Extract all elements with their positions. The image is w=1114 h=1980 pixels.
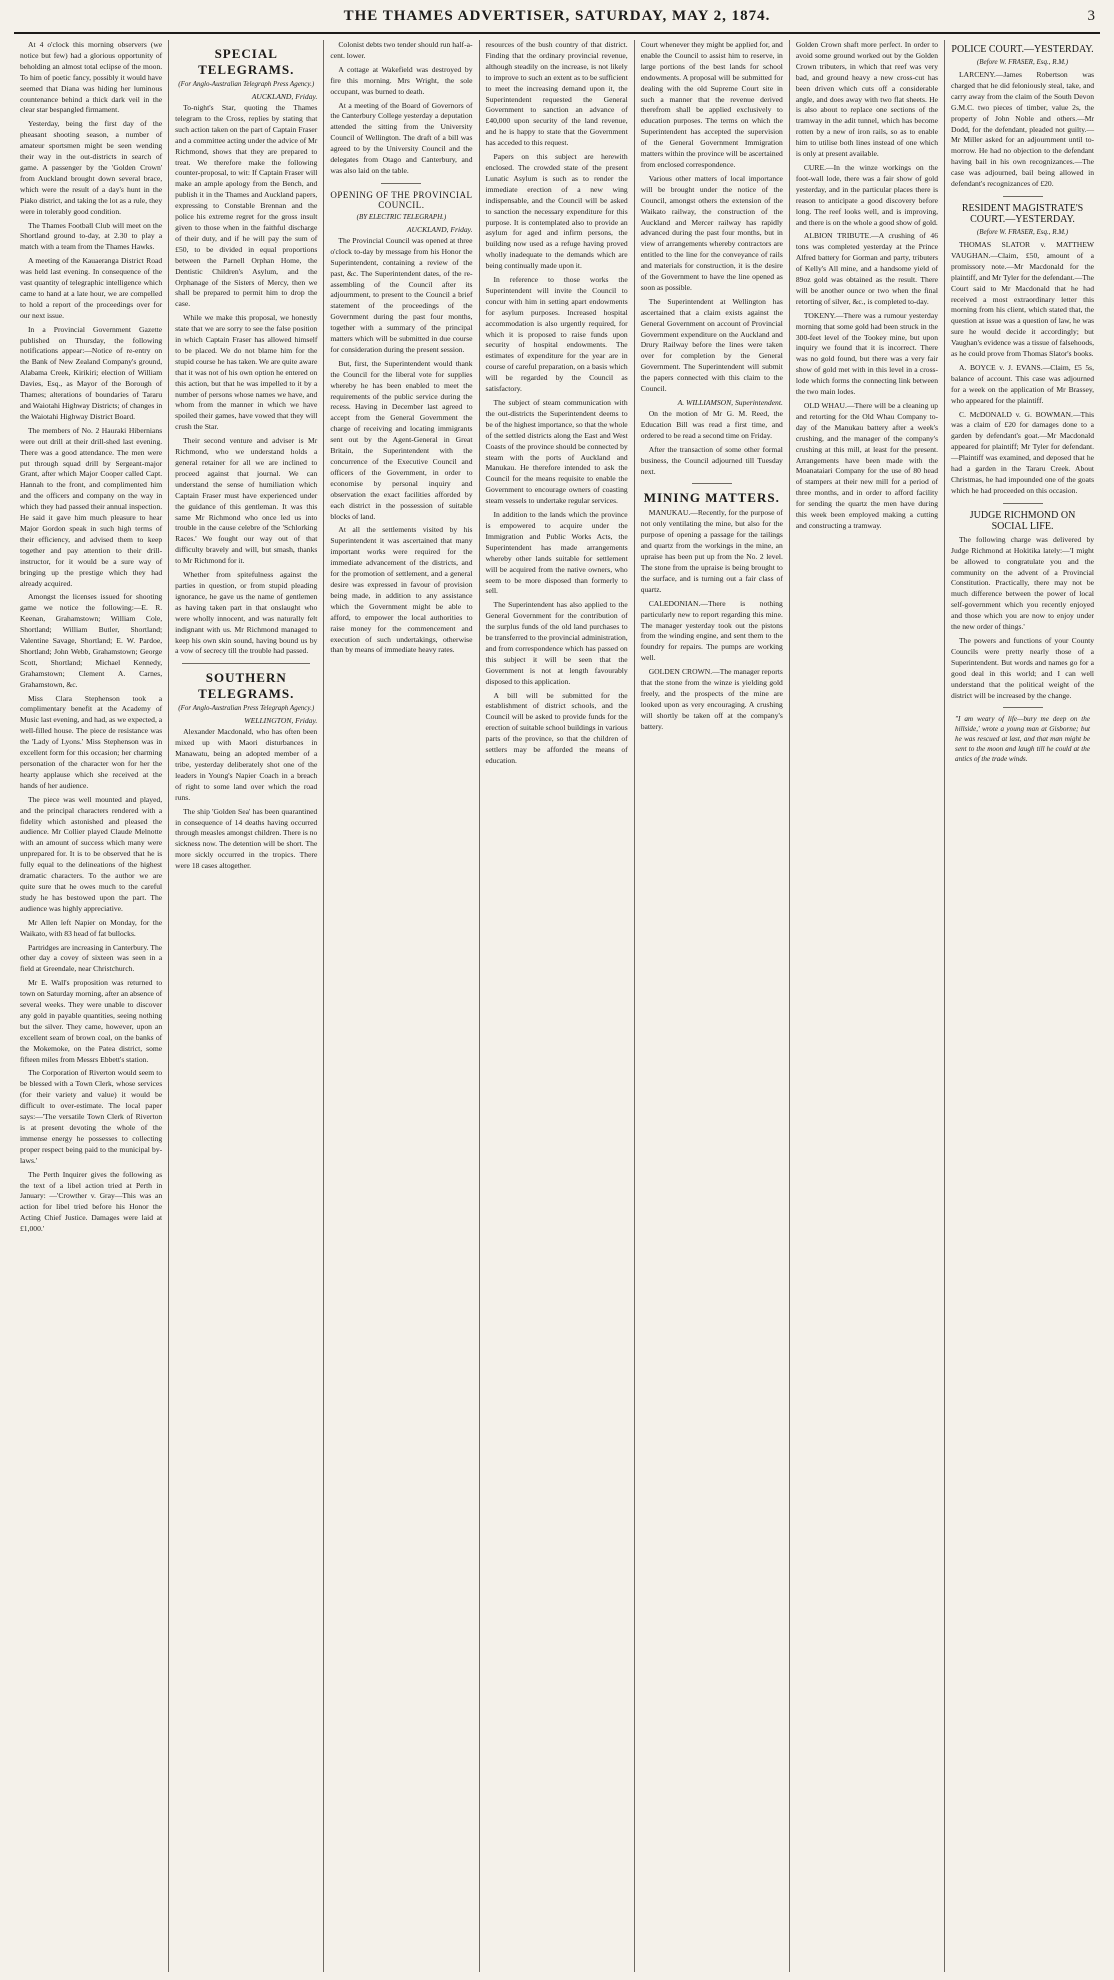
news-paragraph: Court whenever they might be applied for, and enable the Council to assist him to reserve, in large portions of the best lands for school endowments. A proposal will be submitted for dealing with the old Supreme Court site in such a manner that the revenue derived therefrom shall be applied exclusively to education purposes. The terms on which the Superintendent has accepted the supervision of the General Government Immigration matters within the province will be ascertained from enclosed correspondence.	[640, 40, 783, 169]
column-7	[945, 40, 1100, 1972]
news-paragraph: ALBION TRIBUTE.—A crushing of 46 tons was completed yesterday at the Prince Alfred battery for Gorman and party, tributers of Kelly's All mine, and a handsome yield of 89oz gold was obtained as the result. There will be another ounce or two when the final retorting of silver, &c., is completed to-day.	[795, 231, 939, 306]
news-paragraph: Miss Clara Stephenson took a complimentary benefit at the Academy of Music last evening, and had, as we expected, a well-filled house. The piece de resistance was the 'Lady of Lyons.' Miss Stephenson was in excellent form for this occasion; her charming personation of the character won for her the hearty applause which she received at the hands of her audience.	[20, 693, 163, 790]
section-subheading: (Before W. FRASER, Esq., R.M.)	[976, 227, 1069, 236]
news-paragraph: Golden Crown shaft more perfect. In order to avoid some ground worked out by the Golden Crown tributers, in which that reef was very bad, and ground heavy a new cross-cut has been driven which cuts off a considerable angle, and does away with two flat sheets. He is also about to replace one sections of the tramway in the adit tunnel, which has become rotten by a new of iron rails, so as to enable him to utilise both lines instead of one which is only at present available.	[795, 40, 939, 159]
section-heading-provincial-council: OPENING OF THE PROVINCIAL COUNCIL.	[330, 189, 473, 210]
dateline: WELLINGTON, Friday.	[244, 716, 318, 726]
news-paragraph: Partridges are increasing in Canterbury. The other day a covey of sixteen was seen in a field at Greendale, near Christchurch.	[20, 942, 163, 974]
news-paragraph: But, first, the Superintendent would thank the Council for the liberal vote for supplies whereby he has been enabled to meet the requirements of the public service during the recess. Having in December last agreed to accept from the General Government the charge of receiving and locating immigrants sent out by the Agent-General in Great Britain, the Superintendent with the concurrence of the Executive Council and officers of the Government, in order to economise by personal inquiry and observation the exact facilities afforded by each district in the possession of suitable blocks of land.	[330, 358, 473, 521]
section-divider	[1003, 707, 1043, 708]
news-paragraph: After the transaction of some other formal business, the Council adjourned till Tuesday next.	[640, 444, 783, 476]
section-subheading: (BY ELECTRIC TELEGRAPH.)	[356, 212, 447, 221]
section-heading-judge-richmond: JUDGE RICHMOND ON SOCIAL LIFE.	[969, 509, 1076, 532]
news-paragraph: In a Provincial Government Gazette published on Thursday, the following notifications appear:—Notice of re-entry on the Bank of New Zealand Company's ground, Alabama Creek, Kirikiri; election of William Davies, Esq., as Mayor of the Borough of Thames; alterations of boundaries of Tararu and Waiotahi Highway Districts; of changes in the Waiotahi Highway District Board.	[20, 324, 163, 421]
dateline: AUCKLAND, Friday.	[251, 92, 318, 101]
news-paragraph: Yesterday, being the first day of the pheasant shooting season, a number of amateur sportsmen might be seen wending their way in the out-districts in search of game. A passenger by the 'Golden Crown' from Auckland brought down several brace, which were the result of a day's hunt in the Piako district, and taking the lot as a rule, they were in tolerably good condition.	[20, 119, 163, 216]
news-paragraph: THOMAS SLATOR v. MATTHEW VAUGHAN.—Claim, £50, amount of a promissory note.—Mr Macdonald for the plaintiff, and Mr Tyler for the defendant.—The Court said to Mr Macdonald that he had received a most extraordinary letter this morning from his client, which stated that, the question at issue was a question of law, he was sure he would decide it accordingly; but Vaughan's evidence was a tissue of falsehoods, as he could prove from Thomas Slator's books.	[951, 239, 1095, 359]
dateline: AUCKLAND, Friday.	[406, 224, 473, 234]
news-paragraph: MANUKAU.—Recently, for the purpose of not only ventilating the mine, but also for the purpose of opening a passage for the tailings and quartz from the workings in the mine, an upraise has been put up from the No. 2 level. The stone from the upraise is being brought to the surface, and is turning out a fair class of quartz.	[640, 508, 783, 594]
news-paragraph: LARCENY.—James Robertson was charged that he did feloniously steal, take, and carry away from the claim of the South Devon G.M.C. two pieces of timber, value 2s, the property of John Noble and others.—Mr Dodd, for the defendant, pleaded not guilty.—Mr Miller asked for an adjournment until to-morrow. He had no objection to the defendant having bail in his own recognizances.—The case was adjourned, bail being allowed in defendant's recognizances of £20.	[951, 70, 1095, 189]
news-paragraph: On the motion of Mr G. M. Reed, the Education Bill was read a first time, and ordered to be read a second time on Friday.	[640, 409, 783, 440]
news-paragraph: resources of the bush country of that district. Finding that the ordinary provincial revenue, although steadily on the increase, is not likely to improve to such an extent as to be sufficient to meet the increasing demand upon it, the Superintendent requested the General Government to sanction an advance of £40,000 upon security of the land revenue, and he is happy to state that the Government has acceded to this request.	[485, 40, 628, 148]
section-heading-special-telegrams: SPECIAL TELEGRAMS.	[198, 46, 295, 77]
news-paragraph: To-night's Star, quoting the Thames telegram to the Cross, replies by stating that such action taken on the part of Captain Fraser and a committee acting under the advice of Mr Richmond, shows that they are prepared to treat. We therefore make the following counter-proposal, to wit: If Captain Fraser will make an ample apology from the Bench, and publish it in the Thames and Auckland papers, expressing to Constable Brennan and the police his extreme regret for the gross insult given to those when in the faithful discharge of their duty, and if he will pay the sum of £50, to be divided in equal proportions between the Parnell Orphan Home, the Dentistic Children's Asylum, and the Orphanage of the Sisters of Mercy, then we shall be prepared to permit him to drop the case.	[175, 103, 318, 309]
news-paragraph: Alexander Macdonald, who has often been mixed up with Maori disturbances in Manawatu, being an adopted member of a tribe, yesterday deliberately shot one of the leaders in Young's Napier Coach in a breach of right to some land over which the road runs.	[175, 727, 318, 802]
news-paragraph: The following charge was delivered by Judge Richmond at Hokitika lately:—'I might be allowed to congratulate you and the community on the advent of a Provincial Constitution. Practically, there may not be much difference between the power of local self-government which you recently enjoyed and those which you are now to enjoy under the new order of things.'	[951, 534, 1095, 632]
news-paragraph: Mr E. Wall's proposition was returned to town on Saturday morning, after an absence of several weeks. They were unable to discover any gold in payable quantities, seeing nothing but the silver. They came, however, upon an excellent seam of brown coal, on the banks of the Mokemoke, on the Patea district, some fifteen miles from Messrs Ebbett's station.	[20, 978, 163, 1064]
column-2	[169, 40, 324, 1972]
news-paragraph: CALEDONIAN.—There is nothing particularly new to report regarding this mine. The manager yesterday took out the pistons from the winding engine, and sent them to the foundry for repairs. The pumps are working well.	[640, 598, 783, 663]
news-paragraph: The Thames Football Club will meet on the Shortland ground to-day, at 2.30 to play a match with a team from the Thames Hawks.	[20, 220, 163, 252]
news-paragraph: Whether from spitefulness against the parties in question, or from stupid pleading ignorance, he gave us the name of gentlemen as having taken part in that onslaught who were wholly innocent, and was naturally felt indignant with us. Mr Richmond managed to keep his own skin sound, having bound us by a vow of secrecy till the trouble had passed.	[175, 570, 318, 656]
column-5	[635, 40, 790, 1972]
section-subheading: (Before W. FRASER, Esq., R.M.)	[976, 58, 1069, 66]
news-paragraph: GOLDEN CROWN.—The manager reports that the stone from the winze is yielding gold freely, and the prospects of the mine are looked upon as very encouraging. A crushing will shortly be taken off at the company's battery.	[640, 667, 783, 731]
section-divider	[1003, 503, 1043, 504]
masthead-title: THE THAMES ADVERTISER, SATURDAY, MAY 2, 1874.	[343, 8, 771, 24]
section-divider	[692, 483, 732, 484]
section-divider	[182, 663, 310, 664]
section-subheading: (For Anglo-Australian Telegraph Press Agency.)	[178, 80, 315, 88]
section-subheading: (For Anglo-Australian Press Telegraph Agency.)	[178, 704, 315, 713]
section-heading-police-court: POLICE COURT.—YESTERDAY.	[951, 44, 1094, 55]
news-paragraph: Mr Allen left Napier on Monday, for the Waikato, with 83 head of fat bullocks.	[20, 917, 163, 938]
news-paragraph: In addition to the lands which the province is empowered to acquire under the Immigration and Public Works Acts, the Superintendent has made arrangements whereby other lands suitable for settlement will be acquired from the native owners, who seem to be more disposed than formerly to sell.	[485, 510, 628, 596]
page-number: 3	[1087, 8, 1096, 24]
news-paragraph: At 4 o'clock this morning observers (we notice but few) had a glorious opportunity of beholding an almost total eclipse of the moon. To him of poetic fancy, possibly it would have seemed that Diana was hiding her luminous countenance behind a thick dark veil in the clear star bespangled firmament.	[20, 40, 163, 115]
news-paragraph: A. BOYCE v. J. EVANS.—Claim, £5 5s, balance of account. This case was adjourned for a week on the application of Mr Brassey, who appeared for the plaintiff.	[951, 362, 1095, 405]
news-paragraph: The Perth Inquirer gives the following as the text of a libel action tried at Perth in January: —'Crowther v. Gray—This was an action for libel tried before his Honor the Acting Chief Justice. Damages were laid at £1,000.'	[20, 1169, 163, 1234]
news-paragraph: The powers and functions of your County Councils were pretty nearly those of a Superintendent. But words and names go for a good deal in this world; and I can well understand that the political weight of the district will be increased by the change.	[951, 635, 1095, 700]
closing-quote: "I am weary of life—bury me deep on the hillside,' wrote a young man at Gisborne; but he was rescued at last, and that man might be sent to the moon and laugh till he could at the antics of the trade winds.	[955, 715, 1091, 764]
section-divider	[1003, 196, 1043, 197]
news-paragraph: TOKENY.—There was a rumour yesterday morning that some gold had been struck in the 300-feet level of the Tookey mine, but upon inquiry we found that it is incorrect. There was no gold found, but there was a very fair show of gold met with in this level in a cross-lode which forms the connecting link between the two main lodes.	[795, 310, 939, 397]
column-4	[480, 40, 635, 1972]
news-paragraph: Various other matters of local importance will be brought under the notice of the Council, amongst others the extension of the Waikato railway, the construction of the Auckland and Mercer railway has rapidly advanced during the past four months, but in view of arrangements whereby contractors are entitled to the line for the conveyance of rails and materials for construction, it is the desire of the Government to have the line opened as soon as possible.	[640, 173, 783, 292]
news-paragraph: The Superintendent at Wellington has ascertained that a claim exists against the General Government on account of Provincial Government expenditure on the Auckland and Drury Railway before the lines were taken over for completion by the General Government. The Superintendent will submit the papers connected with this claim to the Council.	[640, 296, 783, 394]
news-paragraph: CURE.—In the winze workings on the foot-wall lode, there was a fair show of gold yesterday, and in the particular places there is reason to anticipate a good discovery before long. The reef looks well, and is improving, and there is on the whole a good show of gold.	[795, 162, 939, 227]
masthead	[14, 8, 1100, 34]
signature: A. WILLIAMSON, Superintendent.	[677, 398, 783, 407]
news-paragraph: The ship 'Golden Sea' has been quarantined in consequence of 14 deaths having occurred through measles amongst children. There is no sickness now. The detention will be short. The more sickly occurred in the tropics. There were 18 cases altogether.	[175, 806, 318, 871]
column-6	[790, 40, 945, 1972]
news-paragraph: At all the settlements visited by his Superintendent it was ascertained that many important works were required for the immediate advancement of the districts, and for the promotion of settlement, and a general desire was expressed in favour of provision being made, in addition to any assistance which the Government might be able to afford, to empower the local authorities to raise money for the commencement and execution of such undertakings, otherwise than by means of immediate heavy rates.	[330, 525, 473, 655]
section-divider	[381, 183, 421, 184]
news-paragraph: The members of No. 2 Hauraki Hibernians were out drill at their drill-shed last evening. There was a good attendance. The men were put through squad drill by Sergeant-major Grant, after which Major Cooper called Capt. Hannah to the front, and complimented him and the officers and company on the way in which they had passed their annual inspection. He said it gave him much pleasure to hear Major Gordon speak in such high terms of their efficiency, and advised them to keep together and pay attention to their drill-instructor, for it would be a sure way of bringing up the prestige which they had already acquired.	[20, 425, 163, 588]
news-paragraph: Colonist debts two tender should run half-a-cent. lower.	[330, 40, 473, 60]
news-paragraph: Amongst the licenses issued for shooting game we notice the following:—E. R. Keenan, Grahamstown; William Cole, Shortland; William Butler, Shortland; Valentine Savage, Shortland; E. W. Pardoe, Shortland; John Webb, Grahamstown; George Scott, Shortland; Michael Kennedy, Grahamstown; Clement A. Carnes, Grahamstown, &c.	[20, 592, 163, 689]
section-heading-mining-matters: MINING MATTERS.	[643, 490, 780, 506]
news-paragraph: OLD WHAU.—There will be a cleaning up and retorting for the Old Whau Company to-day of the Manukau battery after a week's crushing, and the manager of the company's crushing at this mill, at least for the present. Arrangements have been made with the Moanataiari Company for the use of 80 head of stampers at their new mill for a period of three months, and in order to afford facility for sending the quartz the men have during this week been employed making a cutting and constructing a tramway.	[795, 401, 939, 530]
news-paragraph: At a meeting of the Board of Governors of the Canterbury College yesterday a deputation attended the sitting from the University Council of Wellington. The draft of a bill was agreed to by the University Council and the delegates from Otago and Canterbury, and was also laid on the table.	[330, 100, 473, 175]
news-paragraph: Papers on this subject are herewith enclosed. The crowded state of the present Lunatic Asylum is such as to render the immediate erection of a new wing indispensable, and the Council will be asked to sanction the necessary expenditure for this purpose. It is contemplated also to provide an asylum for aged and infirm persons, the building now used as a refuge having proved wholly inadequate to the demands which are being continually made upon it.	[485, 152, 628, 271]
news-paragraph: The Provincial Council was opened at three o'clock to-day by message from his Honor the Superintendent, containing a review of the past, &c. The Superintendent dates, of the re-assembling of the Council after its adjournment, to present to the Council a brief statement of the proceedings of the Government during the past four months, together with a summary of the principal matters which will be submitted in due course for consideration during the present session.	[330, 235, 473, 354]
column-1	[14, 40, 169, 1972]
news-paragraph: The piece was well mounted and played, and the principal characters rendered with a fidelity which astonished and pleased the audience. Mr Collier played Claude Melnotte with an amount of success which many were unprepared for. It is to be observed that he is fully equal to the delineations of the highest dramatic characters. To the author we are quite sure that he owes much to the careful study he has bestowed upon the part. The audience was highly appreciative.	[20, 794, 163, 913]
news-paragraph: A cottage at Wakefield was destroyed by fire this morning. Mrs Wright, the sole occupant, was burned to death.	[330, 64, 473, 96]
news-paragraph: In reference to those works the Superintendent will invite the Council to concur with him in setting apart endowments for asylum purposes. Increased hospital accommodation is also urgently required, for which it is proposed to raise funds upon security of hospital endowments. The estimates of expenditure for the year are in course of careful preparation, on a basis which will be regarded by the Council as satisfactory.	[485, 275, 628, 394]
news-paragraph: A meeting of the Kauaeranga District Road was held last evening. In consequence of the vast quantity of telegraphic intelligence which came to hand at a late hour, we are compelled to hold a report of the proceedings over for our next issue.	[20, 256, 163, 320]
columns	[14, 40, 1100, 1972]
section-heading-southern-telegrams: SOUTHERN TELEGRAMS.	[198, 670, 295, 702]
news-paragraph: Their second venture and adviser is Mr Richmond, who we understand holds a general retainer for all we are inclined to proceed against that journal. We can understand the sense of humiliation which Captain Fraser must have experienced under the guidance of this gentleman. It was this same Mr Richmond who once led us into trouble in the cause celebre of the 'Schlorking Races.' We fought our way out of that difficulty bravely and will, but smash, thanks to Mr Richmond for it.	[175, 436, 318, 566]
news-paragraph: The Superintendent has also applied to the General Government for the contribution of the surplus funds of the old land purchases to be transferred to the provincial administration, and from correspondence which has passed on this subject it will be seen that the Government is not at length favourably disposed to this application.	[485, 600, 628, 686]
news-paragraph: The subject of steam communication with the out-districts the Superintendent deems to be of the highest importance, so that the whole of the settled districts along the East and West Coasts of the province should be connected by steam with the ports of Auckland and Manukau. He therefore intended to ask the Council for the means requisite to enable the Government to encourage owners of coasting steam vessels to undertake regular services.	[485, 398, 628, 506]
news-paragraph: While we make this proposal, we honestly state that we are sorry to see the false position in which Captain Fraser has allowed himself to be placed. We do not blame him for the stupid course he has taken. We are quite aware that it was not of his own option he entered on this action, but that he was impelled to it by a number of persons whose names we have, and whom from the manner in which we have spoiled their games, have vowed that they will crush the Star.	[175, 313, 318, 432]
news-paragraph: A bill will be submitted for the establishment of district schools, and the Council will be asked to provide funds for the erection of suitable school buildings in various parts of the province, so that the children of settlers may be afforded the means of education.	[485, 690, 628, 765]
column-3	[324, 40, 479, 1972]
news-paragraph: C. McDONALD v. G. BOWMAN.—This was a claim of £20 for damages done to a garden by defendant's goat.—Mr Macdonald appeared for plaintiff; Mr Tyler for defendant.—Plaintiff was examined, and deposed that he had a garden in the Tararu Creek. About Christmas, he had impounded one of the goats which he had proceeded on this occasion.	[951, 409, 1095, 495]
section-heading-resident-magistrate: RESIDENT MAGISTRATE'S COURT.—YESTERDAY.	[961, 202, 1084, 225]
news-paragraph: The Corporation of Riverton would seem to be blessed with a Town Clerk, whose services (for their variety and value) it would be difficult to over-estimate. The local paper says:—'The versatile Town Clerk of Riverton is at present devoting the whole of the immense energy he possesses to collecting proper respect being paid to the municipal by-laws.'	[20, 1068, 163, 1165]
